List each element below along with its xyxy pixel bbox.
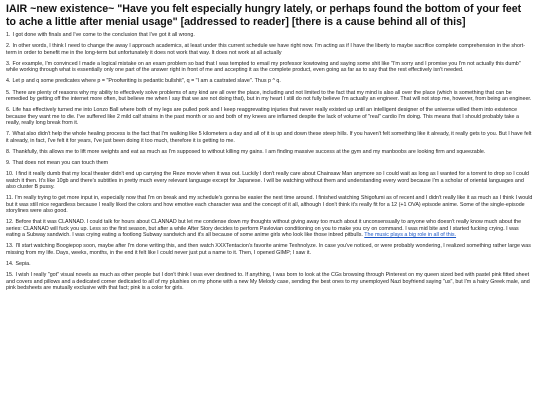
list-item: [6, 171, 534, 191]
list-item-text: I find it really dumb that my local theater didn't end up carrying the Reze movie when it was out. Luckily I don't really care about Chainsaw Man anymore so I could wait as long as I wanted for a torrent to drop so I could watch it then. It's like 10gb and there's subtitles in pretty much every relevant language except for Japanese. I will be watching without them and understanding every word because I'm a scholar of oriental languages and also cluster B pussy.: [6, 171, 529, 191]
list-item-text: There are plenty of reasons why my ability to effectively solve problems of any kind are all over the place, including and not limited to the fact that my mind is also all over the place (which is something that can be remedied by getting off the internet more often, but believe me when I say that we are not doing that), but in my heart I still do not fully believe I'm actually an engineer. That will not stop me, however, from being an engineer.: [6, 89, 532, 103]
list-item: [6, 219, 534, 239]
list-item-number: 8.: [6, 148, 11, 155]
list-item: [6, 61, 534, 74]
list-item: [6, 195, 534, 215]
list-item-number: 5.: [6, 89, 11, 96]
inline-link[interactable]: The music plays a big role in all of this.: [364, 232, 457, 239]
list-item-text: Sepia.: [15, 260, 31, 267]
list-item-number: 14.: [6, 260, 14, 267]
list-item-number: 3.: [6, 60, 11, 67]
list-item-text: Before that it was CLANNAD. I could talk for hours about CLANNAD but let me condense down my thoughts without giving away too much about it unconsensually to anyone who doesn't really know much about the series: CLANNAD will fuck you up. Less so the first season, but after a while After Story decides to perform Pavlovian conditioning on you to make you cry on command. I was mid bite and I started fucking crying. I was eating a Subway sandwich. I was crying eating a footlong Subway sandwich and it's all because of some anime girls who look like those inbred pitbulls.: [6, 219, 522, 239]
list-item-text: Life has effectively turned me into Lonzo Ball where both of my legs are pulled pork and I keep reaggrevating injuries that never really existed up until an intelligent designer of the universe willed them into existence because they want me to die. I've suffered like 2 mild calf strains in the past month or so and both of my knees are inflamed despite the lack of volume of "real" cardio I'm doing. This means that I should probably take a really, really long break from it.: [6, 107, 519, 127]
list-item: [6, 160, 534, 167]
list-item-number: 13.: [6, 243, 14, 250]
list-item-text: I got done with finals and I've come to the conclusion that I've got it all wrong.: [12, 32, 195, 39]
list-item-text: For example, I'm convinced I made a logical mistake on an exam problem so bad that I was tempted to email my professor kowtowing and saying some shit like "I'm sorry and I promise you I'm not actually this dumb" while working through what is essentially only one part of the answer right in front of me and accepting it as the complete product, even going as far as to say that the rest effectively isn't needed.: [6, 60, 521, 74]
numbered-list: [6, 32, 534, 291]
list-item-number: 6.: [6, 107, 11, 114]
list-item-number: 11.: [6, 195, 14, 202]
list-item-text: I'll start watching Boogiepop soon, maybe after I'm done writing this, and then watch XXXTentacion's favorite anime Texhnolyze. In case you've noticed, or were probably wondering, I realized something rather large was missing from my life. Days, weeks, months, in the end it felt like I could never just put a name to it. Then, I opened GIMP; I saw it.: [6, 243, 531, 256]
list-item-number: 15.: [6, 272, 14, 278]
list-item-number: 1.: [6, 32, 11, 39]
list-item-number: 2.: [6, 43, 11, 50]
list-item: [6, 261, 534, 268]
list-item: [6, 149, 534, 156]
list-item-number: 7.: [6, 131, 11, 138]
list-item: [6, 32, 534, 39]
list-item-text: Thankfully, this allows me to lift more weights and eat as much as I'm supposed to without killing my gains. I am finding massive success at the gym and my manboobs are looking firm and squeezable.: [12, 148, 486, 155]
list-item-text: In other words, I think I need to change the away I approach academics, at least under this current schedule we have right now. I'm acting as if I have the liberty to maybe sacrifice complete comprehension in the short-term in order to benefit me in the long-term but unfortunately it does not work that way. It does not work at all actually: [6, 43, 525, 56]
list-item-number: 12.: [6, 219, 14, 226]
list-item: [6, 90, 534, 103]
page-title: IAIR ~new existence~ "Have you felt especially hungry lately, or perhaps found the bottom of your feet to ache a little after menial usage" [addressed to reader] [there is a cause behind all of this]: [6, 3, 522, 28]
list-item-number: 9.: [6, 159, 11, 166]
list-item-number: 4.: [6, 78, 11, 85]
list-item: [6, 43, 534, 56]
list-item: [6, 272, 534, 292]
list-item-text: Let p and q some predicates where p = "Proofwriting is pedantic bullshit", q = "I am a castrated slave". Thus p ^ q.: [12, 78, 281, 85]
list-item: [6, 131, 534, 144]
list-item-number: 10.: [6, 171, 14, 178]
list-item-text: I'm really trying to get more input in, especially now that I'm on break and my schedule's gonna be easier the next time around. I finished watching Shigofumi as of recent and I didn't really like it as much as I think I would but it was still nice regardless because I really liked the colors and how emotive each character was and the concept of it all, although I don't think it's really fit for a 12 (+1 OVA) episode anime. Some of the single-episode storylines were also good.: [6, 195, 533, 215]
list-item: [6, 107, 534, 127]
list-item-text: That does not mean you can touch them: [12, 159, 109, 166]
list-item: [6, 78, 534, 85]
list-item-text: What also didn't help the whole healing process is the fact that I'm walking like 5 kilometers a day and all of it is up and down these steep hills. If you haven't felt something like it already, it really gets to you. But I have felt it already, in fact, I've felt it for years, I've just been doing it too much, therefore it is getting to me.: [6, 131, 532, 144]
list-item: [6, 243, 534, 256]
list-item-text: I wish I really "got" visual novels as much as other people but I don't think I was ever destined to. If anything, I was born to look at the CGs browsing through Pinterest on my queen sized bed with pastel pink fitted sheet and covers and pillows and a dedicated corner dedicated to all of my plushies on my phone with a new My Melody case, sending the best ones to my unemployed Nazi boyfriend saying "us", but I'm a hairy Greek male, and pink bedsheets are mutually exclusive with that fact; pink is a color for girls.: [6, 272, 530, 291]
